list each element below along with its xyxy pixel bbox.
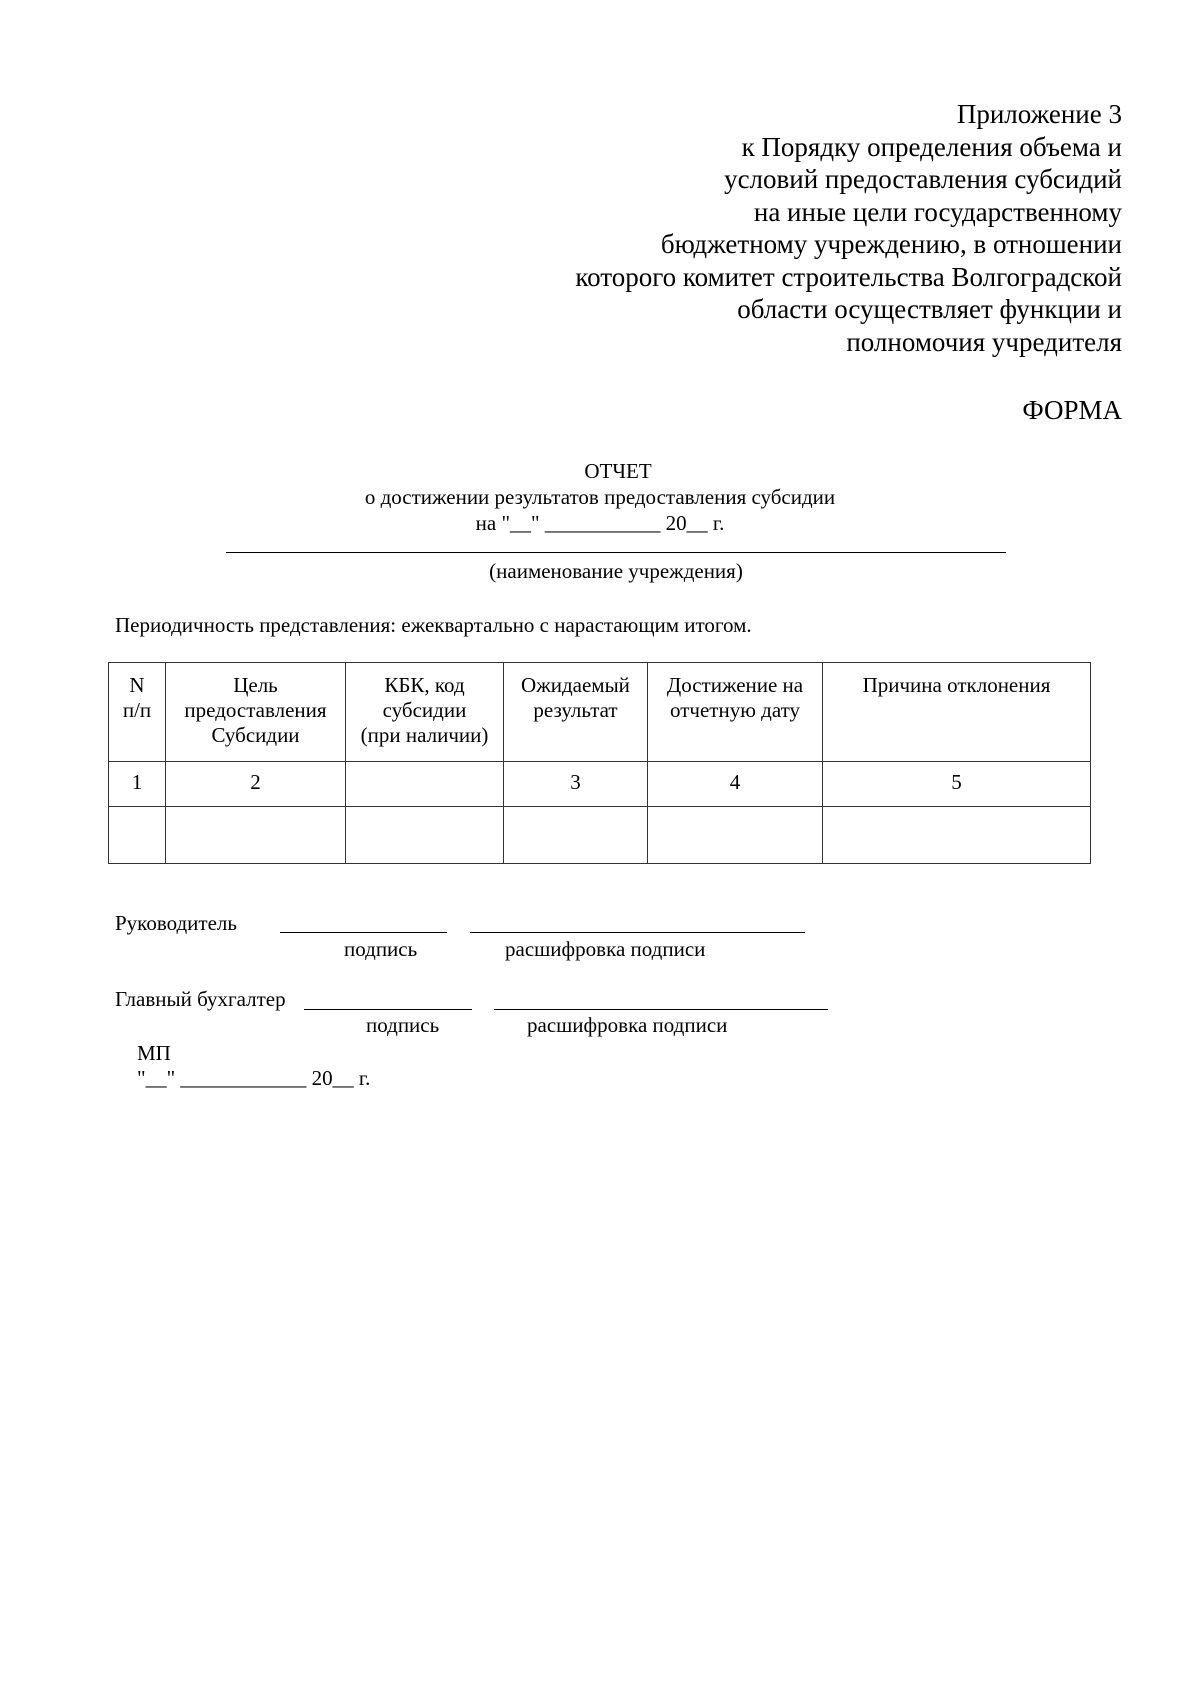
report-subtitle: о достижении результатов предоставления субсидии	[364, 485, 836, 509]
table-header-row	[109, 663, 1091, 762]
table-cell: 2	[166, 762, 346, 807]
report-title: ОТЧЕТ	[584, 459, 652, 483]
report-heading	[0, 458, 1200, 536]
table-cell	[648, 807, 823, 864]
appendix-line: на иные цели государственному	[753, 196, 1122, 227]
table-number-row	[109, 762, 1091, 807]
head-signature-line	[280, 932, 447, 933]
accountant-decoding-caption: расшифровка подписи	[527, 1013, 728, 1037]
table-cell	[109, 807, 166, 864]
header-cell-purpose: Цель предоставления Субсидии	[166, 663, 346, 762]
header-cell-number: N п/п	[109, 663, 166, 762]
signature-date: "__" ____________ 20__ г.	[137, 1066, 371, 1090]
table-cell	[346, 807, 504, 864]
accountant-signature-line	[304, 1009, 472, 1010]
appendix-line: Приложение 3	[956, 99, 1122, 129]
table-cell: 4	[648, 762, 823, 807]
head-label: Руководитель	[115, 911, 237, 935]
table-cell: 3	[504, 762, 648, 807]
table-cell: 1	[109, 762, 166, 807]
header-cell-kbk: КБК, код субсидии (при наличии)	[346, 663, 504, 762]
accountant-decoding-line	[494, 1009, 828, 1010]
appendix-line: области осуществляет функции и	[737, 294, 1122, 324]
report-date-line: на "__" ___________ 20__ г.	[475, 511, 725, 535]
stamp-label: МП	[137, 1041, 171, 1065]
header-cell-deviation-reason: Причина отклонения	[823, 663, 1091, 762]
header-cell-expected-result: Ожидаемый результат	[504, 663, 648, 762]
appendix-line: которого комитет строительства Волгоградской	[575, 261, 1122, 292]
head-decoding-caption: расшифровка подписи	[505, 937, 706, 961]
institution-caption: (наименование учреждения)	[489, 559, 743, 583]
accountant-signature-caption: подпись	[366, 1013, 440, 1037]
report-table	[108, 662, 1091, 864]
periodicity-text: Периодичность представления: ежеквартально с нарастающим итогом.	[115, 613, 752, 637]
table-cell	[346, 762, 504, 807]
table-row	[109, 807, 1091, 864]
appendix-line: полномочия учредителя	[846, 326, 1122, 357]
appendix-line: к Порядку определения объема и	[741, 131, 1122, 162]
institution-name-line	[226, 552, 1006, 553]
table-cell: 5	[823, 762, 1091, 807]
head-decoding-line	[470, 932, 805, 933]
chief-accountant-label: Главный бухгалтер	[115, 987, 286, 1011]
table-cell	[166, 807, 346, 864]
head-signature-caption: подпись	[344, 937, 418, 961]
table-cell	[504, 807, 648, 864]
form-label: ФОРМА	[1022, 395, 1122, 425]
appendix-header	[402, 98, 1122, 358]
appendix-line: бюджетному учреждению, в отношении	[660, 229, 1122, 259]
table-cell	[823, 807, 1091, 864]
header-cell-achievement: Достижение на отчетную дату	[648, 663, 823, 762]
appendix-line: условий предоставления субсидий	[724, 164, 1122, 194]
